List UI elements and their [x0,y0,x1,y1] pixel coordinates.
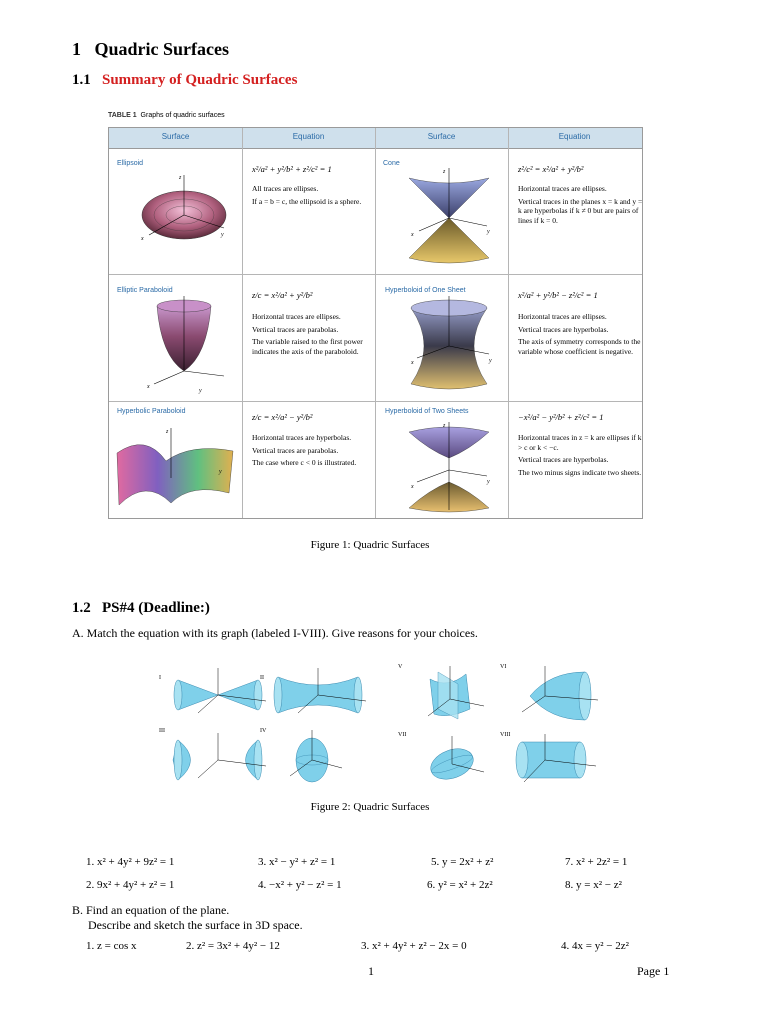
equation-cone: z²/c² = x²/a² + y²/b² [518,164,584,174]
desc-line: Vertical traces are hyperbolas. [518,455,609,464]
desc-line: All traces are ellipses. [252,184,319,193]
equation-hyperbolic-paraboloid: z/c = x²/a² − y²/b² [252,412,313,422]
part-b-instruction: B. Find an equation of the plane. [72,903,230,917]
svg-text:y: y [219,469,222,475]
equation-b-2: 2. z² = 3x² + 4y² − 12 [186,940,280,952]
subsection-heading-2 [72,600,210,617]
svg-text:x: x [411,360,414,366]
graph-label: III [159,728,165,734]
header-equation-2: Equation [558,132,591,141]
equation-a-1: 1. x² + 4y² + 9z² = 1 [86,856,175,868]
svg-text:x: x [141,236,144,242]
equation-b-4: 4. 4x = y² − 2z² [561,940,629,952]
surface-name-elliptic-paraboloid: Elliptic Paraboloid [117,287,173,294]
svg-text:y: y [487,479,490,485]
desc-ellipsoid [252,184,377,206]
svg-text:x: x [147,384,150,390]
page-label: Page 1 [637,964,670,978]
graph-vi-paraboloid [510,664,600,726]
subsection-heading-1 [72,72,297,89]
desc-line: Vertical traces are hyperbolas. [518,324,609,334]
section-title: Quadric Surfaces [94,39,229,59]
cone-graph [399,166,499,271]
row-divider [109,401,642,402]
equation-a-7: 7. x² + 2z² = 1 [565,856,628,868]
subsection-title: Summary of Quadric Surfaces [102,72,298,88]
row-divider [109,274,642,275]
svg-text:x: x [411,232,414,238]
desc-line: Horizontal traces in z = k are ellipses if k > c or k < −c. [518,433,642,452]
svg-text:z: z [166,429,169,435]
desc-line: Vertical traces are parabolas. [252,324,339,334]
equation-elliptic-paraboloid: z/c = x²/a² + y²/b² [252,290,313,300]
table-caption [108,112,225,119]
desc-line: Vertical traces are parabolas. [252,445,339,455]
desc-line: Horizontal traces are ellipses. [252,312,341,321]
svg-text:y: y [487,229,490,235]
header-surface-1: Surface [161,132,190,141]
equation-ellipsoid: x²/a² + y²/b² + z²/c² = 1 [252,164,332,174]
svg-text:z: z [179,175,182,181]
col-divider [242,128,243,518]
graph-vii-flat-ellipsoid [418,734,488,789]
svg-text:x: x [411,484,414,490]
surface-name-hyperboloid-two-sheets: Hyperboloid of Two Sheets [385,408,469,415]
graph-label: IV [260,728,267,734]
subsection-number: 1.1 [72,72,91,88]
graph-label: VII [398,732,407,738]
figure1-caption: Figure 1: Quadric Surfaces [310,539,430,551]
desc-cone [518,184,643,225]
subsection-number: 1.2 [72,600,91,616]
desc-hyperboloid-one-sheet [518,312,643,356]
equation-a-3: 3. x² − y² + z² = 1 [258,856,336,868]
desc-line: Horizontal traces are ellipses. [518,312,607,321]
desc-line: The variable raised to the first power indicates the axis of the paraboloid. [252,337,363,356]
equation-b-1: 1. z = cos x [86,940,137,952]
part-b-subinstruction: Describe and sketch the surface in 3D space. [88,918,303,932]
section-heading [72,39,229,60]
equation-a-8: 8. y = x² − z² [565,879,622,891]
desc-hyperboloid-two-sheets [518,433,643,477]
desc-line: Horizontal traces are ellipses. [518,184,607,193]
hyperbolic-paraboloid-graph [111,423,239,513]
page-number: 1 [368,964,374,978]
figure2-caption: Figure 2: Quadric Surfaces [310,801,430,813]
table-title: Graphs of quadric surfaces [140,112,225,119]
graph-label: VIII [500,732,511,738]
surface-name-cone: Cone [383,160,400,167]
ellipsoid-graph [129,170,234,260]
header-surface-2: Surface [427,132,456,141]
graph-v-saddle [418,664,488,726]
hyperboloid-two-sheets-graph [399,420,499,515]
graph-viii-cylinder [510,732,600,790]
graph-label: I [159,675,161,681]
svg-text:y: y [199,388,202,394]
graph-label: V [398,664,403,670]
subsection-title: PS#4 (Deadline:) [102,600,210,616]
desc-hyperbolic-paraboloid [252,433,377,468]
hyperboloid-one-sheet-graph [399,296,499,396]
desc-line: If a = b = c, the ellipsoid is a sphere. [252,196,362,206]
equation-a-2: 2. 9x² + 4y² + z² = 1 [86,879,175,891]
desc-elliptic-paraboloid [252,312,377,356]
col-divider [508,128,509,518]
equation-b-3: 3. x² + 4y² + z² − 2x = 0 [361,940,467,952]
part-a-instruction: A. Match the equation with its graph (labeled I-VIII). Give reasons for your choices. [72,626,478,640]
figure2-graphs [150,660,600,790]
equation-a-5: 5. y = 2x² + z² [431,856,494,868]
graph-i-double-cone [168,665,268,720]
surface-name-ellipsoid: Ellipsoid [117,160,144,167]
graph-iv-ellipsoid [280,728,350,788]
quadric-surfaces-table [108,127,643,519]
graph-ii-hyperboloid [268,665,368,720]
desc-line: The axis of symmetry corresponds to the variable whose coefficient is negative. [518,337,641,356]
surface-name-hyperbolic-paraboloid: Hyperbolic Paraboloid [117,408,186,415]
graph-label: II [260,675,264,681]
desc-line: The two minus signs indicate two sheets. [518,467,642,477]
desc-line: Horizontal traces are hyperbolas. [252,433,352,442]
header-equation-1: Equation [292,132,325,141]
graph-label: VI [500,664,507,670]
desc-line: Vertical traces in the planes x = k and y = k are hyperbolas if k ≠ 0 but are pairs of lines if k = 0. [518,196,643,225]
svg-text:y: y [221,232,224,238]
section-number: 1 [72,39,81,59]
elliptic-paraboloid-graph [139,296,234,396]
equation-hyperboloid-two-sheets: −x²/a² − y²/b² + z²/c² = 1 [518,412,604,422]
equation-a-6: 6. y² = x² + 2z² [427,879,493,891]
surface-name-hyperboloid-one-sheet: Hyperboloid of One Sheet [385,287,466,294]
table-label: TABLE 1 [108,112,137,119]
graph-iii-two-sheets [168,730,268,785]
svg-text:y: y [489,358,492,364]
equation-a-4: 4. −x² + y² − z² = 1 [258,879,342,891]
svg-text:z: z [443,423,446,429]
equation-hyperboloid-one-sheet: x²/a² + y²/b² − z²/c² = 1 [518,290,598,300]
svg-text:z: z [443,169,446,175]
desc-line: The case where c < 0 is illustrated. [252,458,357,467]
